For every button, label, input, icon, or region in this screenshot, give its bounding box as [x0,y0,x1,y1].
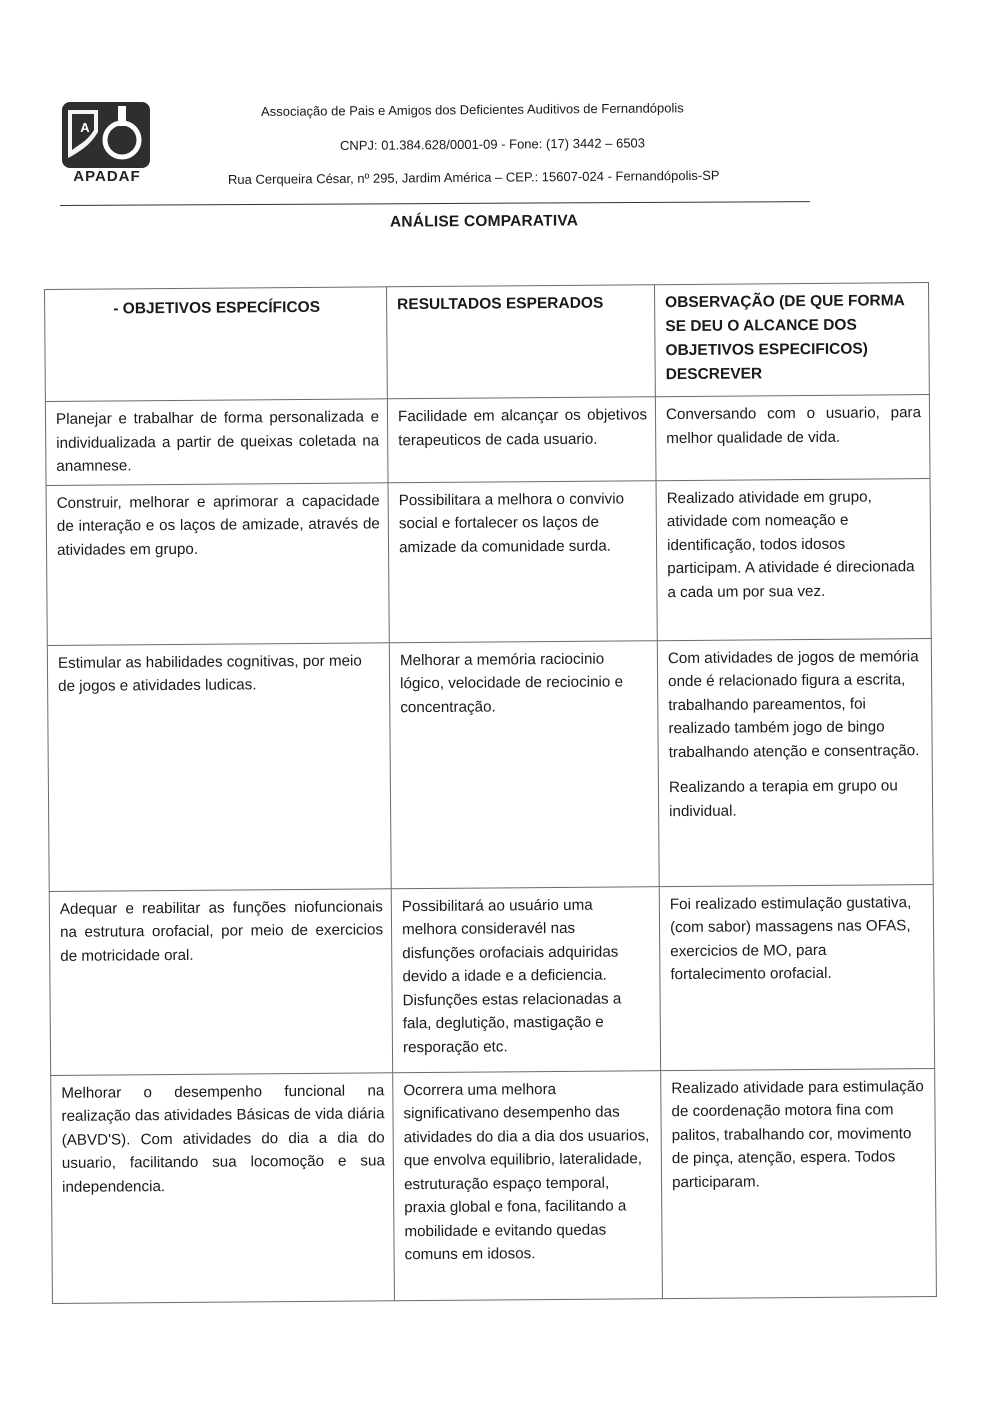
ear-hearing-icon [62,102,150,168]
header-objetivos: - OBJETIVOS ESPECÍFICOS [45,287,388,402]
observacao-paragraph: Com atividades de jogos de memória onde é relacionado figura a escrita, trabalhando pareamentos, foi realizado também jogo de bingo trabalhando atenção e consentração. [667,647,920,761]
objetivo-cell: Melhorar o desempenho funcional na realização das atividades Básicas de vida diária (ABVD'S). Com atividades do dia a dia do usuario, facilitando sua locomoção e sua independencia. [51,1072,395,1303]
organization-name: Associação de Pais e Amigos dos Deficientes Auditivos de Fernandópolis [260,100,684,119]
header-observacao: OBSERVAÇÃO (DE QUE FORMA SE DEU O ALCANCE DOS OBJETIVOS ESPECIFICOS) DESCREVER [654,283,929,397]
observacao-cell [657,638,933,886]
table-row [46,478,931,645]
objetivo-cell: Construir, melhorar e aprimorar a capacidade de interação e os laços de amizade, através de atividades em grupo. [46,482,389,645]
observacao-cell: Foi realizado estimulação gustativa, (com sabor) massagens nas OFAS, exercicios de MO, para fortalecimento orofacial. [659,884,934,1070]
objetivo-cell: Adequar e reabilitar as funções niofuncionais na estrutura orofacial, por meio de exercicios de motricidade oral. [49,888,392,1075]
resultado-cell: Possibilitara a melhora o convivio social e fortalecer os laços de amizade da comunidade surda. [388,480,657,642]
table-row [51,1068,937,1303]
resultado-cell: Ocorrera uma melhora significativano desempenho das atividades do dia a dia dos usuarios, que envolva equilibrio, lateralidade, estruturação espaço temporal, praxia global e fona, facilitando a mobilidade e evitando quedas comuns em idosos. [393,1070,663,1300]
observacao-cell: Realizado atividade para estimulação de coordenação motora fina com palitos, trabalhando cor, movimento de pinça, atenção, espera. Todos participaram. [661,1068,937,1298]
logo-text: APADAF [73,168,141,185]
table-header-row [45,283,930,402]
observacao-paragraph-2: Realizando a terapia em grupo ou individual. [668,777,898,820]
comparative-analysis-table [44,282,937,1303]
page-title: ANÁLISE COMPARATIVA [389,212,579,231]
cnpj-phone: CNPJ: 01.384.628/0001-09 - Fone: (17) 3442 – 6503 [339,135,646,153]
objetivo-cell: Estimular as habilidades cognitivas, por meio de jogos e atividades ludicas. [47,642,391,891]
apadaf-logo [62,102,152,188]
header-divider [60,201,810,206]
table-row [49,884,934,1075]
address: Rua Cerqueira César, nº 295, Jardim América – CEP.: 15607-024 - Fernandópolis-SP [227,167,720,187]
header-resultados: RESULTADOS ESPERADOS [386,285,655,399]
table-row [45,395,930,485]
svg-text:A: A [80,120,90,135]
resultado-cell: Possibilitará ao usuário uma melhora consideravél nas disfunções orofaciais adquiridas devido a idade e a deficiencia. Disfunções estas relacionadas a fala, deglutição, mastigação e resporação etc. [391,886,660,1072]
resultado-cell: Facilidade em alcançar os objetivos terapeuticos de cada usuario. [387,397,656,483]
objetivo-cell: Planejar e trabalhar de forma personalizada e individualizada a partir de queixas coletada na anamnese. [45,399,388,485]
comparative-table-wrapper [44,282,936,1301]
observacao-cell: Conversando com o usuario, para melhor qualidade de vida. [655,395,930,481]
logo-emblem [62,102,150,168]
observacao-cell: Realizado atividade em grupo, atividade com nomeação e identificação, todos idosos participam. A atividade é direcionada a cada um por sua vez. [656,478,931,640]
resultado-cell: Melhorar a memória raciocinio lógico, velocidade de reciocinio e concentração. [389,640,659,888]
table-row [47,638,933,891]
